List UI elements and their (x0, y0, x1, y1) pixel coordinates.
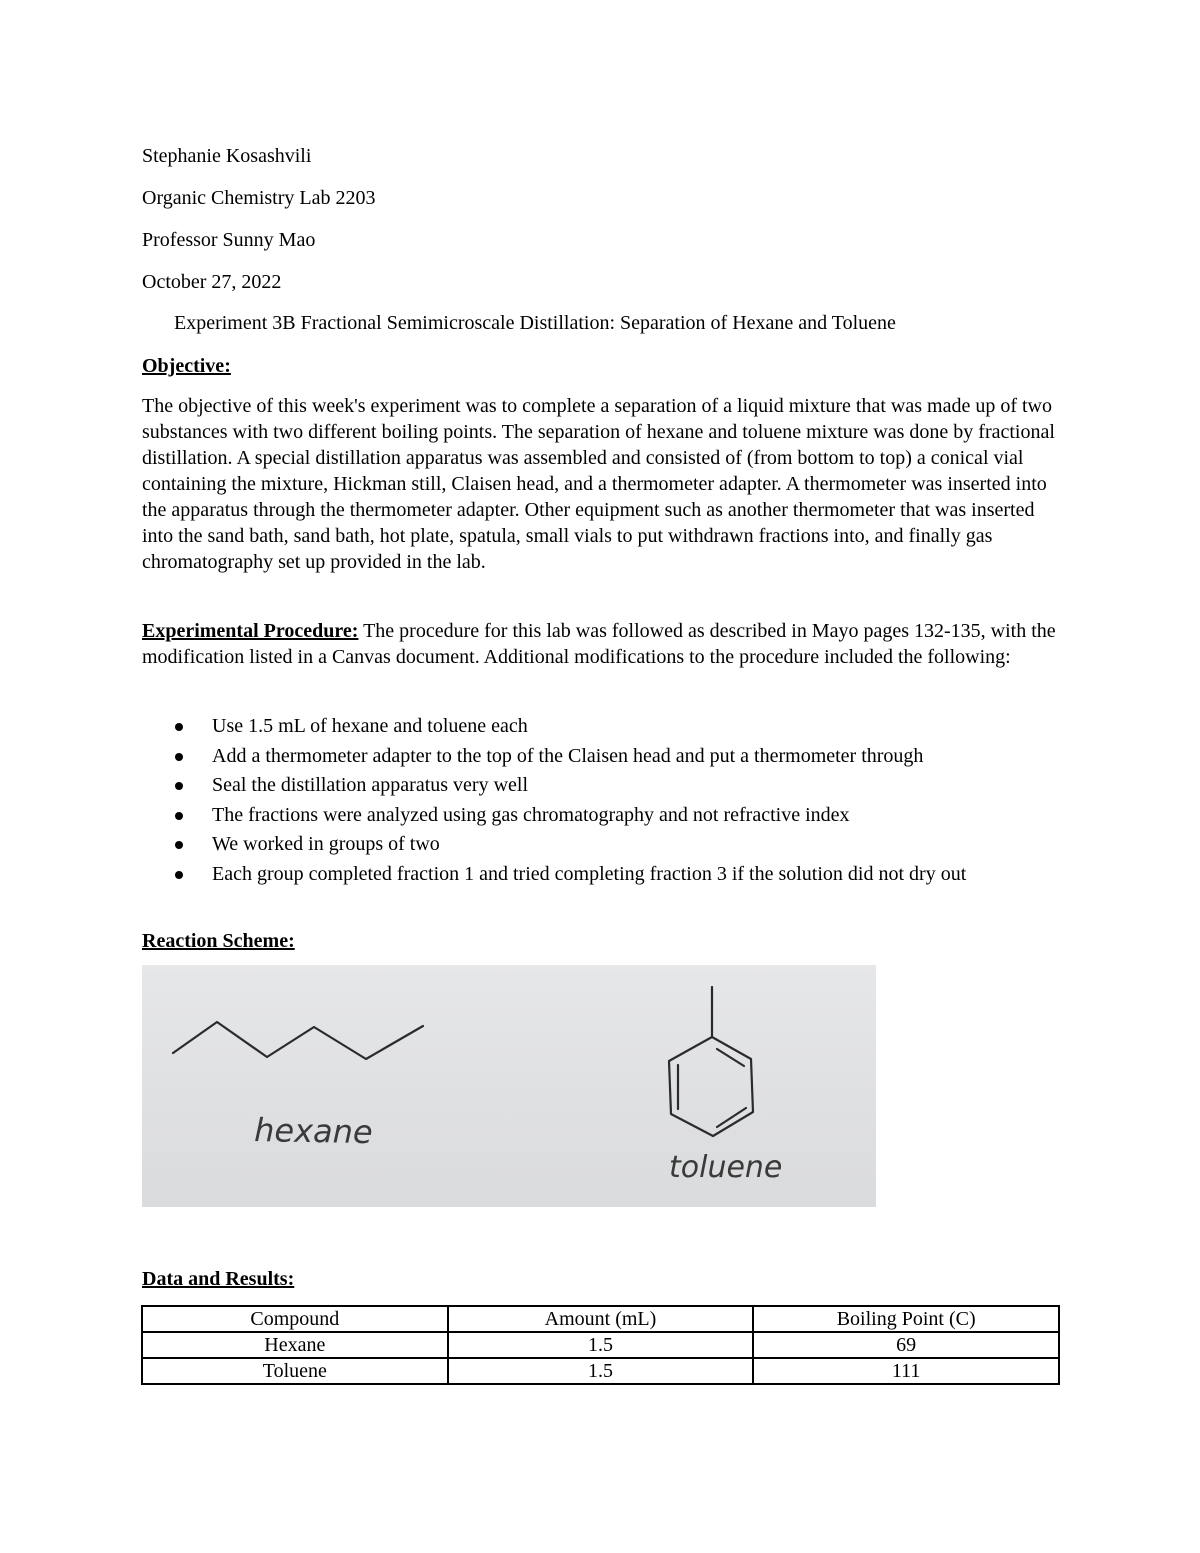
list-item (142, 773, 1062, 798)
table-row (142, 1358, 1059, 1384)
bullet-icon (175, 723, 183, 731)
bullet-icon (175, 841, 183, 849)
table-row (142, 1332, 1059, 1358)
structure-drawing (142, 965, 876, 1207)
procedure-heading: Experimental Procedure: (142, 620, 359, 642)
hexane-label: hexane (253, 1111, 373, 1152)
column-header: Amount (mL) (448, 1306, 754, 1332)
table-cell: 69 (753, 1332, 1059, 1358)
procedure-paragraph (142, 618, 1062, 670)
bullet-icon (175, 871, 183, 879)
list-item-text: The fractions were analyzed using gas chromatography and not refractive index (212, 803, 850, 826)
bullet-icon (175, 812, 183, 820)
reaction-scheme-photo (142, 965, 876, 1207)
table-cell: Hexane (142, 1332, 448, 1358)
objective-heading: Objective: (142, 355, 231, 377)
professor-name: Professor Sunny Mao (142, 229, 316, 251)
author-name: Stephanie Kosashvili (142, 145, 312, 167)
hexane-structure (173, 1022, 423, 1059)
course-name: Organic Chemistry Lab 2203 (142, 187, 376, 209)
toluene-structure (669, 987, 753, 1136)
table-cell: Toluene (142, 1358, 448, 1384)
procedure-text: The procedure for this lab was followed as described in Mayo pages 132-135, with the modification listed in a Canvas document. Additional modifications to the procedure included the following: (142, 620, 1056, 668)
toluene-label: toluene (669, 1150, 783, 1185)
table-cell: 111 (753, 1358, 1059, 1384)
list-item-text: Add a thermometer adapter to the top of the Claisen head and put a thermometer through (212, 744, 924, 767)
table-header-row (142, 1306, 1059, 1332)
list-item-text: We worked in groups of two (212, 833, 440, 855)
list-item (142, 832, 1062, 857)
list-item-text: Use 1.5 mL of hexane and toluene each (212, 715, 528, 737)
table-cell: 1.5 (448, 1332, 754, 1358)
table-cell: 1.5 (448, 1358, 754, 1384)
bullet-icon (175, 782, 183, 790)
results-heading: Data and Results: (142, 1268, 295, 1290)
objective-paragraph: The objective of this week's experiment was to complete a separation of a liquid mixture that was made up of two substances with two different boiling points. The separation of hexane and toluene mixture was done by fractional distillation. A special distillation apparatus was assembled and consisted of (from bottom to top) a conical vial containing the mixture, Hickman still, Claisen head, and a thermometer adapter. A thermometer was inserted into the apparatus through the thermometer adapter. Other equipment such as another thermometer that was inserted into the sand bath, sand bath, hot plate, spatula, small vials to put withdrawn fractions into, and finally gas chromatography set up provided in the lab. (142, 395, 1055, 573)
results-table (141, 1305, 1060, 1385)
list-item (142, 714, 1062, 739)
modification-list (142, 714, 1062, 891)
list-item (142, 803, 1062, 828)
report-title: Experiment 3B Fractional Semimicroscale Distillation: Separation of Hexane and Toluene (174, 312, 896, 334)
list-item (142, 744, 1062, 769)
list-item (142, 862, 1062, 887)
column-header: Compound (142, 1306, 448, 1332)
report-date: October 27, 2022 (142, 271, 282, 293)
bullet-icon (175, 753, 183, 761)
column-header: Boiling Point (C) (753, 1306, 1059, 1332)
list-item-text: Seal the distillation apparatus very well (212, 774, 529, 796)
list-item-text: Each group completed fraction 1 and tried completing fraction 3 if the solution did not dry out (212, 862, 967, 885)
scheme-heading: Reaction Scheme: (142, 930, 295, 952)
